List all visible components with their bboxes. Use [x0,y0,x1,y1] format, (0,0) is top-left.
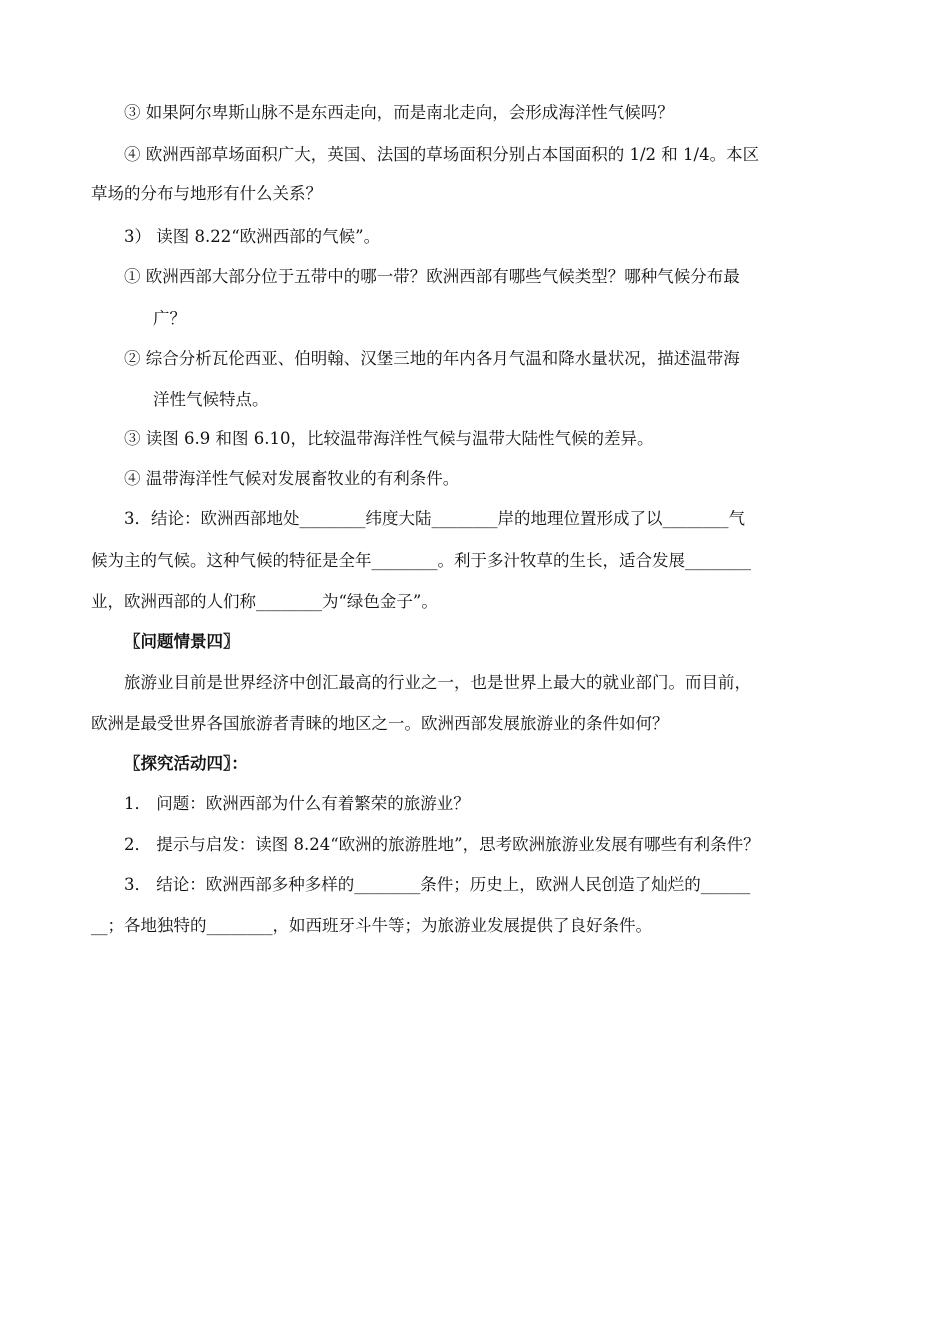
activity-item-3: 3． 结论：欧洲西部多种多样的________条件；历史上，欧洲人民创造了灿烂的______ [124,875,751,894]
climate-question-1: ① 欧洲西部大部分位于五带中的哪一带？欧洲西部有哪些气候类型？哪种气候分布最 [124,267,740,286]
conclusion-climate-cont1: 候为主的气候。这种气候的特征是全年________。利于多汁牧草的生长，适合发展________ [91,551,751,570]
conclusion-climate-cont2: 业，欧洲西部的人们称________为“绿色金子”。 [91,592,438,611]
activity-item-2: 2． 提示与启发：读图 8.24“欧洲的旅游胜地”，思考欧洲旅游业发展有哪些有利条件？ [124,835,760,854]
conclusion-climate: 3．结论：欧洲西部地处________纬度大陆________岸的地理位置形成了以________气 [124,509,745,528]
question-4-grassland-cont: 草场的分布与地形有什么关系？ [91,184,322,203]
question-4-grassland: ④ 欧洲西部草场面积广大，英国、法国的草场面积分别占本国面积的 1/2 和 1/4。本区 [124,145,760,164]
climate-question-2: ② 综合分析瓦伦西亚、伯明翰、汉堡三地的年内各月气温和降水量状况，描述温带海 [124,349,740,368]
activity-item-1: 1． 问题：欧洲西部为什么有着繁荣的旅游业？ [124,794,470,813]
section-heading-activity-4: 〖探究活动四〗： [124,754,248,773]
section-heading-scenario-4: 〖问题情景四〗 [124,632,240,651]
climate-question-1-cont: 广？ [153,309,186,328]
tourism-paragraph-cont: 欧洲是最受世界各国旅游者青睐的地区之一。欧洲西部发展旅游业的条件如何？ [91,714,669,733]
question-3-alps: ③ 如果阿尔卑斯山脉不是东西走向，而是南北走向，会形成海洋性气候吗？ [124,103,674,122]
climate-question-3: ③ 读图 6.9 和图 6.10，比较温带海洋性气候与温带大陆性气候的差异。 [124,429,654,448]
tourism-paragraph: 旅游业目前是世界经济中创汇最高的行业之一，也是世界上最大的就业部门。而目前， [124,673,751,692]
step-3-heading: 3） 读图 8.22“欧洲西部的气候”。 [124,227,381,246]
climate-question-2-cont: 洋性气候特点。 [153,390,269,409]
activity-item-3-cont: __；各地独特的________，如西班牙斗牛等；为旅游业发展提供了良好条件。 [91,916,652,935]
climate-question-4: ④ 温带海洋性气候对发展畜牧业的有利条件。 [124,469,460,488]
